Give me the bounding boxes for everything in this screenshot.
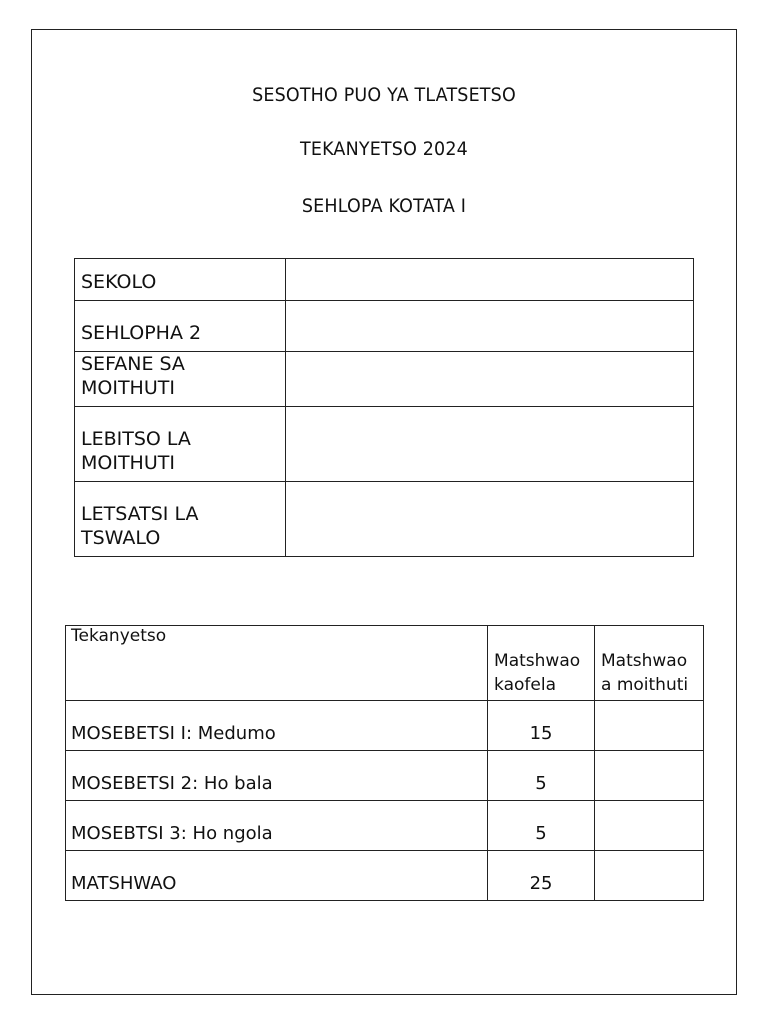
marks-total-cell: 5 <box>488 801 595 851</box>
info-value-surname[interactable] <box>285 352 693 407</box>
info-value-birthdate[interactable] <box>285 482 693 557</box>
marks-table <box>65 625 704 901</box>
marks-task-cell: MOSEBETSI 2: Ho bala <box>66 751 488 801</box>
marks-row-total <box>66 851 704 901</box>
marks-task-cell: MOSEBTSI 3: Ho ngola <box>66 801 488 851</box>
info-row-birthdate <box>75 482 694 557</box>
marks-header-learner: Matshwao a moithuti <box>595 626 704 701</box>
info-value-grade[interactable] <box>285 301 693 352</box>
marks-learner-cell[interactable] <box>595 801 704 851</box>
marks-total-cell: 5 <box>488 751 595 801</box>
marks-task-cell: MOSEBETSI I: Medumo <box>66 701 488 751</box>
marks-learner-cell[interactable] <box>595 751 704 801</box>
marks-row <box>66 751 704 801</box>
assessment-title: TEKANYETSO 2024 <box>300 138 468 160</box>
marks-total-cell: 25 <box>488 851 595 901</box>
marks-header-task-label: Tekanyetso <box>71 626 167 646</box>
info-row-grade <box>75 301 694 352</box>
marks-row <box>66 801 704 851</box>
learner-info-table <box>74 258 694 557</box>
marks-header-task <box>66 626 488 701</box>
info-label-birthdate: LETSATSI LA TSWALO <box>75 482 286 557</box>
info-value-name[interactable] <box>285 407 693 482</box>
marks-header-row <box>66 626 704 701</box>
info-row-name <box>75 407 694 482</box>
marks-total-cell: 15 <box>488 701 595 751</box>
marks-row <box>66 701 704 751</box>
info-row-surname <box>75 352 694 407</box>
marks-learner-cell[interactable] <box>595 851 704 901</box>
marks-header-total: Matshwao kaofela <box>488 626 595 701</box>
subject-title: SESOTHO PUO YA TLATSETSO <box>252 84 516 106</box>
info-label-surname: SEFANE SA MOITHUTI <box>75 352 286 407</box>
info-value-school[interactable] <box>285 259 693 301</box>
info-label-name: LEBITSO LA MOITHUTI <box>75 407 286 482</box>
info-label-school: SEKOLO <box>75 259 286 301</box>
marks-task-cell: MATSHWAO <box>66 851 488 901</box>
marks-learner-cell[interactable] <box>595 701 704 751</box>
info-row-school <box>75 259 694 301</box>
info-label-grade: SEHLOPHA 2 <box>75 301 286 352</box>
term-title: SEHLOPA KOTATA I <box>301 195 467 217</box>
